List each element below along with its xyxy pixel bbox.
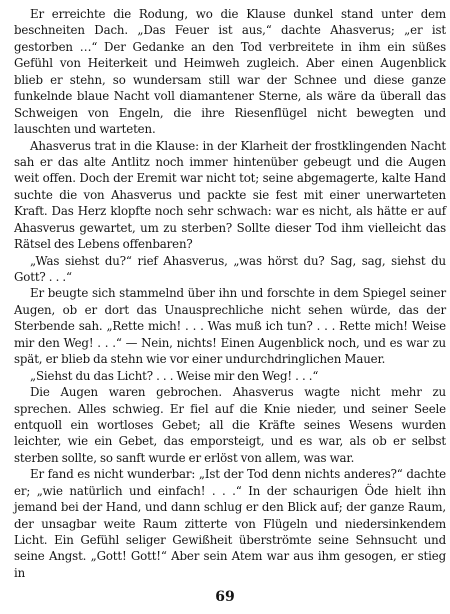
paragraph-1: Er erreichte die Rodung, wo die Klause dunkel stand unter dem beschneiten Dach. „Das Feuer ist aus,“ dachte Ahasverus; „er ist gestorben …“ Der Gedanke an den Tod verbreitete in ihm ein süßes Gefühl von Heiterkeit und Heimweh zugleich. Aber einen Augenblick blieb er stehn, so wundersam still war der Schnee und diese ganze funkelnde blaue Nacht voll diamantener Sterne, als wäre da überall das Schweigen von Engeln, die ihre Riesenflügel nicht bewegten und lauschten und warteten. [14, 7, 446, 137]
body-text [14, 6, 446, 581]
paragraph-5: „Siehst du das Licht? . . . Weise mir den Weg! . . .“ [30, 368, 319, 383]
page-number: 69 [215, 589, 235, 605]
paragraph-7: Er fand es nicht wunderbar: „Ist der Tod denn nichts anderes?“ dachte er; „wie natürlich und einfach! . . .“ In der schaurigen Öde hielt ihn jemand bei der Hand, und dann schlug er den Blick auf; der ganze Raum, der unsagbar weite Raum zitterte von Flügeln und niedersinkendem Licht. Ein Gefühl seliger Gewißheit überströmte seine Sehnsucht und seine Angst. „Gott! Gott!“ Aber sein Atem war aus ihm gesogen, er stieg in [14, 467, 446, 580]
paragraph-4: Er beugte sich stammelnd über ihn und forschte in dem Spiegel seiner Augen, ob er dort das Unausprechliche nicht sehen würde, das der Sterbende sah. „Rette mich! . . . Was muß ich tun? . . . Rette mich! Weise mir den Weg! . . .“ — Nein, nichts! Einen Augenblick noch, und es war zu spät, er blieb da stehn wie vor einer undurchdringlichen Mauer. [14, 286, 446, 367]
paragraph-6: Die Augen waren gebrochen. Ahasverus wagte nicht mehr zu sprechen. Alles schwieg. Er fiel auf die Knie nieder, und seiner Seele entquoll ein wortloses Gebet; all die Kräfte seines Wesens wurden leichter, wie ein Gebet, das emporsteigt, und es war, als ob er selbst sterben sollte, so sanft wurde er erlöst von allem, was war. [14, 385, 446, 465]
paragraph-3: „Was siehst du?“ rief Ahasverus, „was hörst du? Sag, sag, siehst du Gott? . . .“ [14, 253, 446, 284]
paragraph-2: Ahasverus trat in die Klause: in der Klarheit der frostklingenden Nacht sah er das alte Antlitz noch immer hintenüber gebeugt und die Augen weit offen. Doch der Eremit war nicht tot; seine abgemagerte, kalte Hand suchte die von Ahasverus und packte sie fest mit einer unerwarteten Kraft. Das Herz klopfte noch sehr schwach: war es nicht, als hätte er auf Ahasverus gewartet, um zu sterben? Sollte dieser Tod ihm vielleicht das Rätsel des Lebens offenbaren? [14, 138, 446, 252]
